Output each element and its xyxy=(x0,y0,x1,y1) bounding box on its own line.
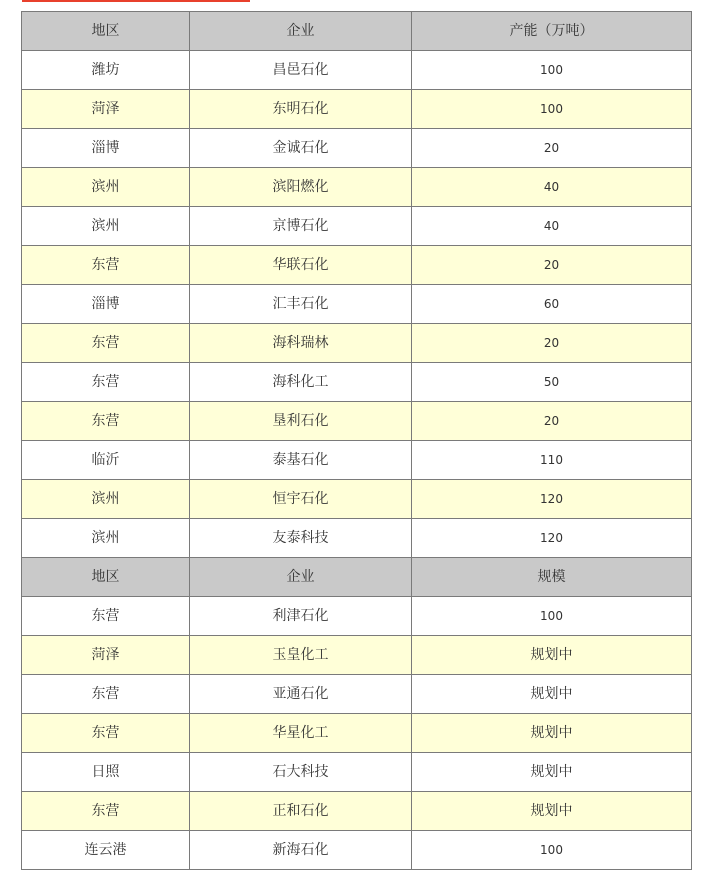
region-cell: 菏泽 xyxy=(22,636,190,675)
column-header: 企业 xyxy=(190,12,412,51)
table-row xyxy=(22,831,692,870)
table-row xyxy=(22,168,692,207)
table-row xyxy=(22,324,692,363)
capacity-cell: 20 xyxy=(412,324,692,363)
region-cell: 临沂 xyxy=(22,441,190,480)
table-row xyxy=(22,519,692,558)
capacity-cell: 20 xyxy=(412,246,692,285)
region-cell: 滨州 xyxy=(22,168,190,207)
region-cell: 东营 xyxy=(22,324,190,363)
column-header: 规模 xyxy=(412,558,692,597)
region-cell: 淄博 xyxy=(22,129,190,168)
table-row xyxy=(22,402,692,441)
company-cell: 汇丰石化 xyxy=(190,285,412,324)
capacity-cell: 100 xyxy=(412,90,692,129)
table-row xyxy=(22,441,692,480)
capacity-cell: 120 xyxy=(412,480,692,519)
column-header: 企业 xyxy=(190,558,412,597)
region-cell: 东营 xyxy=(22,675,190,714)
capacity-cell: 20 xyxy=(412,402,692,441)
company-cell: 金诚石化 xyxy=(190,129,412,168)
table-row xyxy=(22,129,692,168)
table-row xyxy=(22,51,692,90)
region-cell: 东营 xyxy=(22,792,190,831)
company-cell: 昌邑石化 xyxy=(190,51,412,90)
region-cell: 日照 xyxy=(22,753,190,792)
capacity-cell: 100 xyxy=(412,51,692,90)
company-cell: 海科瑞林 xyxy=(190,324,412,363)
company-cell: 利津石化 xyxy=(190,597,412,636)
capacity-cell: 规划中 xyxy=(412,753,692,792)
company-cell: 恒宇石化 xyxy=(190,480,412,519)
table-row xyxy=(22,675,692,714)
table-header-row xyxy=(22,12,692,51)
capacity-cell: 40 xyxy=(412,168,692,207)
region-cell: 淄博 xyxy=(22,285,190,324)
region-cell: 滨州 xyxy=(22,207,190,246)
company-cell: 玉皇化工 xyxy=(190,636,412,675)
capacity-cell: 50 xyxy=(412,363,692,402)
company-cell: 垦利石化 xyxy=(190,402,412,441)
company-cell: 亚通石化 xyxy=(190,675,412,714)
company-cell: 泰基石化 xyxy=(190,441,412,480)
region-cell: 潍坊 xyxy=(22,51,190,90)
capacity-cell: 规划中 xyxy=(412,792,692,831)
company-cell: 华星化工 xyxy=(190,714,412,753)
region-cell: 连云港 xyxy=(22,831,190,870)
capacity-cell: 规划中 xyxy=(412,714,692,753)
region-cell: 东营 xyxy=(22,597,190,636)
region-cell: 东营 xyxy=(22,246,190,285)
table-row xyxy=(22,246,692,285)
company-cell: 友泰科技 xyxy=(190,519,412,558)
company-cell: 东明石化 xyxy=(190,90,412,129)
company-cell: 华联石化 xyxy=(190,246,412,285)
column-header: 产能（万吨） xyxy=(412,12,692,51)
column-header: 地区 xyxy=(22,12,190,51)
table-header-row xyxy=(22,558,692,597)
top-accent-bar xyxy=(22,0,250,2)
company-cell: 海科化工 xyxy=(190,363,412,402)
capacity-cell: 60 xyxy=(412,285,692,324)
region-cell: 滨州 xyxy=(22,519,190,558)
table-row xyxy=(22,636,692,675)
company-cell: 新海石化 xyxy=(190,831,412,870)
company-cell: 京博石化 xyxy=(190,207,412,246)
table-row xyxy=(22,714,692,753)
table-body xyxy=(22,12,692,870)
refinery-capacity-table xyxy=(21,11,692,870)
table-row xyxy=(22,480,692,519)
company-cell: 石大科技 xyxy=(190,753,412,792)
capacity-cell: 规划中 xyxy=(412,675,692,714)
capacity-cell: 110 xyxy=(412,441,692,480)
capacity-cell: 120 xyxy=(412,519,692,558)
table-row xyxy=(22,207,692,246)
table-row xyxy=(22,285,692,324)
capacity-cell: 40 xyxy=(412,207,692,246)
capacity-cell: 20 xyxy=(412,129,692,168)
region-cell: 东营 xyxy=(22,402,190,441)
company-cell: 正和石化 xyxy=(190,792,412,831)
region-cell: 东营 xyxy=(22,714,190,753)
region-cell: 滨州 xyxy=(22,480,190,519)
capacity-cell: 100 xyxy=(412,831,692,870)
column-header: 地区 xyxy=(22,558,190,597)
table-row xyxy=(22,597,692,636)
region-cell: 东营 xyxy=(22,363,190,402)
region-cell: 菏泽 xyxy=(22,90,190,129)
capacity-cell: 规划中 xyxy=(412,636,692,675)
company-cell: 滨阳燃化 xyxy=(190,168,412,207)
table-row xyxy=(22,753,692,792)
table-row xyxy=(22,90,692,129)
table-row xyxy=(22,792,692,831)
table-row xyxy=(22,363,692,402)
capacity-cell: 100 xyxy=(412,597,692,636)
